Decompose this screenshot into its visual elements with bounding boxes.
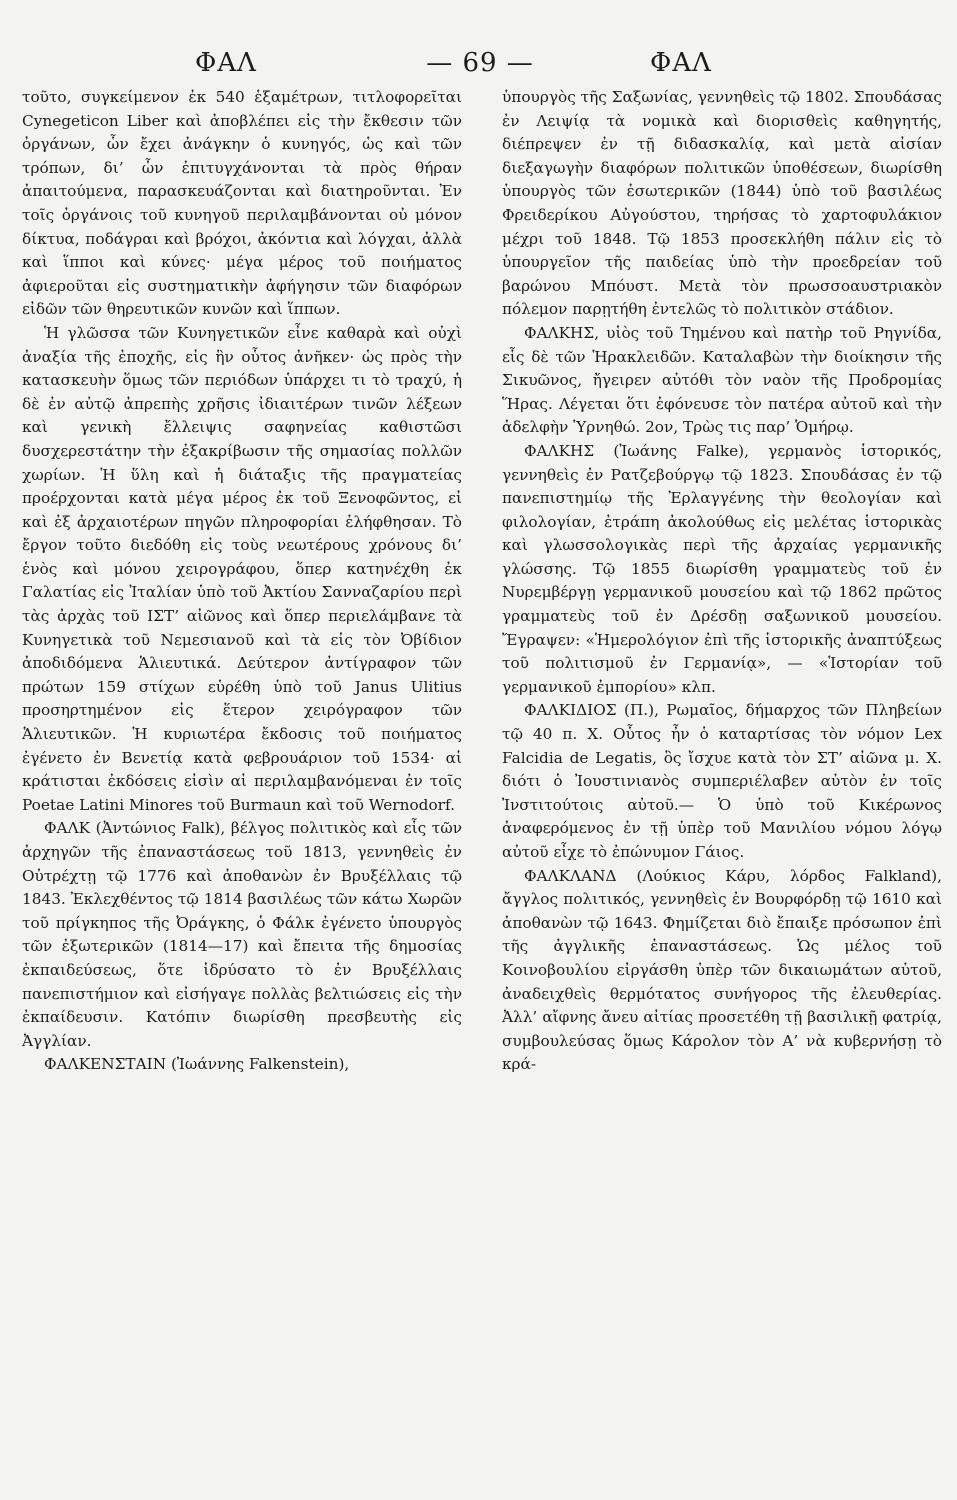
page-number: — 69 —: [426, 48, 534, 78]
entry-paragraph: ΦΑΛΚΗΣ, υἱὸς τοῦ Τημένου καὶ πατὴρ τοῦ Ρηγνίδα, εἷς δὲ τῶν Ἡρακλειδῶν. Καταλαβὼν τὴν διοίκησιν τῆς Σικυῶνος, ἤγειρεν αὐτόθι τὸν ναὸν τῆς Προδρομίας Ἥρας. Λέγεται ὅτι ἐφόνευσε τὸν πατέρα αὐτοῦ καὶ τὴν ἀδελφὴν Ὑρνηθώ. 2ον, Τρὼς τις παρ’ Ὁμήρῳ.: [502, 323, 942, 437]
entry-paragraph: ΦΑΛΚ (Ἀντώνιος Falk), βέλγος πολιτικὸς καὶ εἷς τῶν ἀρχηγῶν τῆς ἐπαναστάσεως τοῦ 1813, γεννηθεὶς ἐν Οὐτρέχτῃ τῷ 1776 καὶ ἀποθανὼν ἐν Βρυξέλλαις τῷ 1843. Ἐκλεχθέντος τῷ 1814 βασιλέως τῶν κάτω Χωρῶν τοῦ πρίγκηπος τῆς Ὀράγκης, ὁ Φάλκ ἐγένετο ὑπουργὸς τῶν ἐξωτερικῶν (1814—17) καὶ ἔπειτα τῆς δημοσίας ἐκπαιδεύσεως, ὅτε ἱδρύσατο τὸ ἐν Βρυξέλλαις πανεπιστήμιον καὶ εἰσήγαγε πολλὰς βελτιώσεις εἰς τὴν ἐκπαίδευσιν. Κατόπιν διωρίσθη πρεσβευτὴς εἰς Ἀγγλίαν.: [22, 819, 462, 1050]
entry-paragraph: τοῦτο, συγκείμενον ἐκ 540 ἑξαμέτρων, τιτλοφορεῖται Cynegeticon Liber καὶ ἀποβλέπει εἰς τὴν ἔκθεσιν τῶν ὀργάνων, ὧν ἔχει ἀνάγκην ὁ κυνηγός, ὡς καὶ τῶν τρόπων, δι’ ὧν ἐπιτυγχάνονται τὰ πρὸς θήραν ἀπαιτούμενα, παρασκευάζονται καὶ διατηροῦνται. Ἐν τοῖς ὀργάνοις τοῦ κυνηγοῦ περιλαμβάνονται οὐ μόνον δίκτυα, ποδάγραι καὶ βρόχοι, ἀκόντια καὶ λόγχαι, ἀλλὰ καὶ ἵπποι καὶ κύνες· μέγα μέρος τοῦ ποιήματος ἀφιεροῦται εἰς συστηματικὴν ἀφήγησιν τῶν διαφόρων εἰδῶν τῶν θηρευτικῶν κυνῶν καὶ ἵππων.: [22, 88, 462, 319]
page-header: [0, 42, 957, 92]
entry-paragraph: Ἡ γλῶσσα τῶν Κυνηγετικῶν εἶνε καθαρὰ καὶ οὐχὶ ἀναξία τῆς ἐποχῆς, εἰς ἣν οὗτος ἀνῆκεν· ὡς πρὸς τὴν κατασκευὴν ὅμως τῶν περιόδων ὑπάρχει τι τὸ τραχύ, ἡ δὲ ἐν αὐτῷ ἀπρεπὴς χρῆσις ἰδιαιτέρων τινῶν λέξεων καὶ γενικὴ ἔλλειψις σαφηνείας καθιστῶσι δυσχερεστάτην τὴν ἐξακρίβωσιν τῆς σημασίας πολλῶν χωρίων. Ἡ ὕλη καὶ ἡ διάταξις τῆς πραγματείας προέρχονται κατὰ μέγα μέρος ἐκ τοῦ Ξενοφῶντος, εἰ καὶ ἐξ ἀρχαιοτέρων πηγῶν πληροφορίαι ἐλήφθησαν. Τὸ ἔργον τοῦτο διεδόθη εἰς τοὺς νεωτέρους χρόνους δι’ ἑνὸς καὶ μόνου χειρογράφου, ὅπερ κατηνέχθη ἐκ Γαλατίας εἰς Ἰταλίαν ὑπὸ τοῦ Ἀκτίου Σανναζαρίου περὶ τὰς ἀρχὰς τοῦ ΙΣΤ’ αἰῶνος καὶ ὅπερ περιελάμβανε τὰ Κυνηγετικὰ τοῦ Νεμεσιανοῦ καὶ τὰ εἰς τὸν Ὀβίδιον ἀποδιδόμενα Ἁλιευτικά. Δεύτερον ἀντίγραφον τῶν πρώτων 159 στίχων εὑρέθη ὑπὸ τοῦ Janus Ulitius προσηρτημένον εἰς ἕτερον χειρόγραφον τῶν Ἁλιευτικῶν. Ἡ κυριωτέρα ἔκδοσις τοῦ ποιήματος ἐγένετο ἐν Βενετίᾳ κατὰ φεβρουάριον τοῦ 1534· αἱ κράτισται ἐκδόσεις εἰσὶν αἱ περιλαμβανόμεναι ἐν τοῖς Poetae Latini Minores τοῦ Burmaun καὶ τοῦ Wernodorf.: [22, 323, 462, 814]
entry-paragraph: ΦΑΛΚΗΣ (Ἰωάνης Falke), γερμανὸς ἱστορικός, γεννηθεὶς ἐν Ρατζεβούργῳ τῷ 1823. Σπουδάσας ἐν τῷ πανεπιστημίῳ τῆς Ἐρλαγγένης τὴν θεολογίαν καὶ φιλολογίαν, ἐτράπη ἀκολούθως εἰς μελέτας ἱστορικὰς καὶ γλωσσολογικὰς περὶ τῆς ἀρχαίας γερμανικῆς γλώσσης. Τῷ 1855 διωρίσθη γραμματεὺς τοῦ ἐν Νυρεμβέργῃ γερμανικοῦ μουσείου καὶ τῷ 1862 πρῶτος γραμματεὺς τοῦ ἐν Δρέσδῃ σαξωνικοῦ μουσείου. Ἔγραψεν: «Ἡμερολόγιον ἐπὶ τῆς ἱστορικῆς ἀναπτύξεως τοῦ πολιτισμοῦ ἐν Γερμανίᾳ», — «Ἱστορίαν τοῦ γερμανικοῦ ἐμπορίου» κλπ.: [502, 441, 942, 696]
entry-paragraph: ΦΑΛΚΛΑΝΔ (Λούκιος Κάρυ, λόρδος Falkland), ἄγγλος πολιτικός, γεννηθεὶς ἐν Βουρφόρδῃ τῷ 1610 καὶ ἀποθανὼν τῷ 1643. Φημίζεται διὸ ἔπαιξε πρόσωπον ἐπὶ τῆς ἀγγλικῆς ἐπαναστάσεως. Ὡς μέλος τοῦ Κοινοβουλίου εἰργάσθη ὑπὲρ τῶν δικαιωμάτων αὐτοῦ, ἀναδειχθεὶς θερμότατος συνήγορος τῆς ἐλευθερίας. Ἀλλ’ αἴφνης ἄνευ αἰτίας προσετέθη τῇ βασιλικῇ φατρίᾳ, συμβουλεύσας ὅμως Κάρολον τὸν Α’ νὰ κυβερνήσῃ τὸ κρά-: [502, 866, 942, 1074]
running-head-left: ΦΑΛ: [195, 48, 257, 78]
running-head-right: ΦΑΛ: [650, 48, 712, 78]
entry-paragraph: ΦΑΛΚΕΝΣΤΑΙΝ (Ἰωάννης Falkenstein),: [44, 1055, 350, 1074]
entry-paragraph: ΦΑΛΚΙΔΙΟΣ (Π.), Ρωμαῖος, δήμαρχος τῶν Πληβείων τῷ 40 π. Χ. Οὗτος ἦν ὁ καταρτίσας τὸν νόμον Lex Falcidia de Legatis, ὃς ἴσχυε κατὰ τὸν ΣΤ’ αἰῶνα μ. Χ. διότι ὁ Ἰουστινιανὸς συμπεριέλαβεν αὐτὸν ἐν τοῖς Ἰνστιτούτοις αὐτοῦ.— Ὁ ὑπὸ τοῦ Κικέρωνος ἀναφερόμενος ἐν τῇ ὑπὲρ τοῦ Μανιλίου νόμου λόγῳ αὐτοῦ εἶχε τὸ ἐπώνυμον Γάιος.: [502, 701, 942, 861]
left-column: [22, 86, 462, 1077]
right-column: [502, 86, 942, 1077]
entry-paragraph: ὑπουργὸς τῆς Σαξωνίας, γεννηθεὶς τῷ 1802. Σπουδάσας ἐν Λειψίᾳ τὰ νομικὰ καὶ διορισθεὶς καθηγητής, διέπρεψεν ἐν τῇ διδασκαλίᾳ, καὶ μετὰ αἰσίαν διεξαγωγὴν διαφόρων πολιτικῶν ὑποθέσεων, διωρίσθη ὑπουργὸς τῶν ἐσωτερικῶν (1844) ὑπὸ τοῦ βασιλέως Φρειδερίκου Αὐγούστου, τηρήσας τὸ χαρτοφυλάκιον μέχρι τοῦ 1848. Τῷ 1853 προσεκλήθη πάλιν εἰς τὸ ὑπουργεῖον τῆς παιδείας ὑπὸ τὴν προεδρείαν τοῦ βαρώνου Μπόυστ. Μετὰ τὸν πρωσσοαυστριακὸν πόλεμον παρῃτήθη ἐντελῶς τὸ πολιτικὸν στάδιον.: [502, 88, 942, 319]
